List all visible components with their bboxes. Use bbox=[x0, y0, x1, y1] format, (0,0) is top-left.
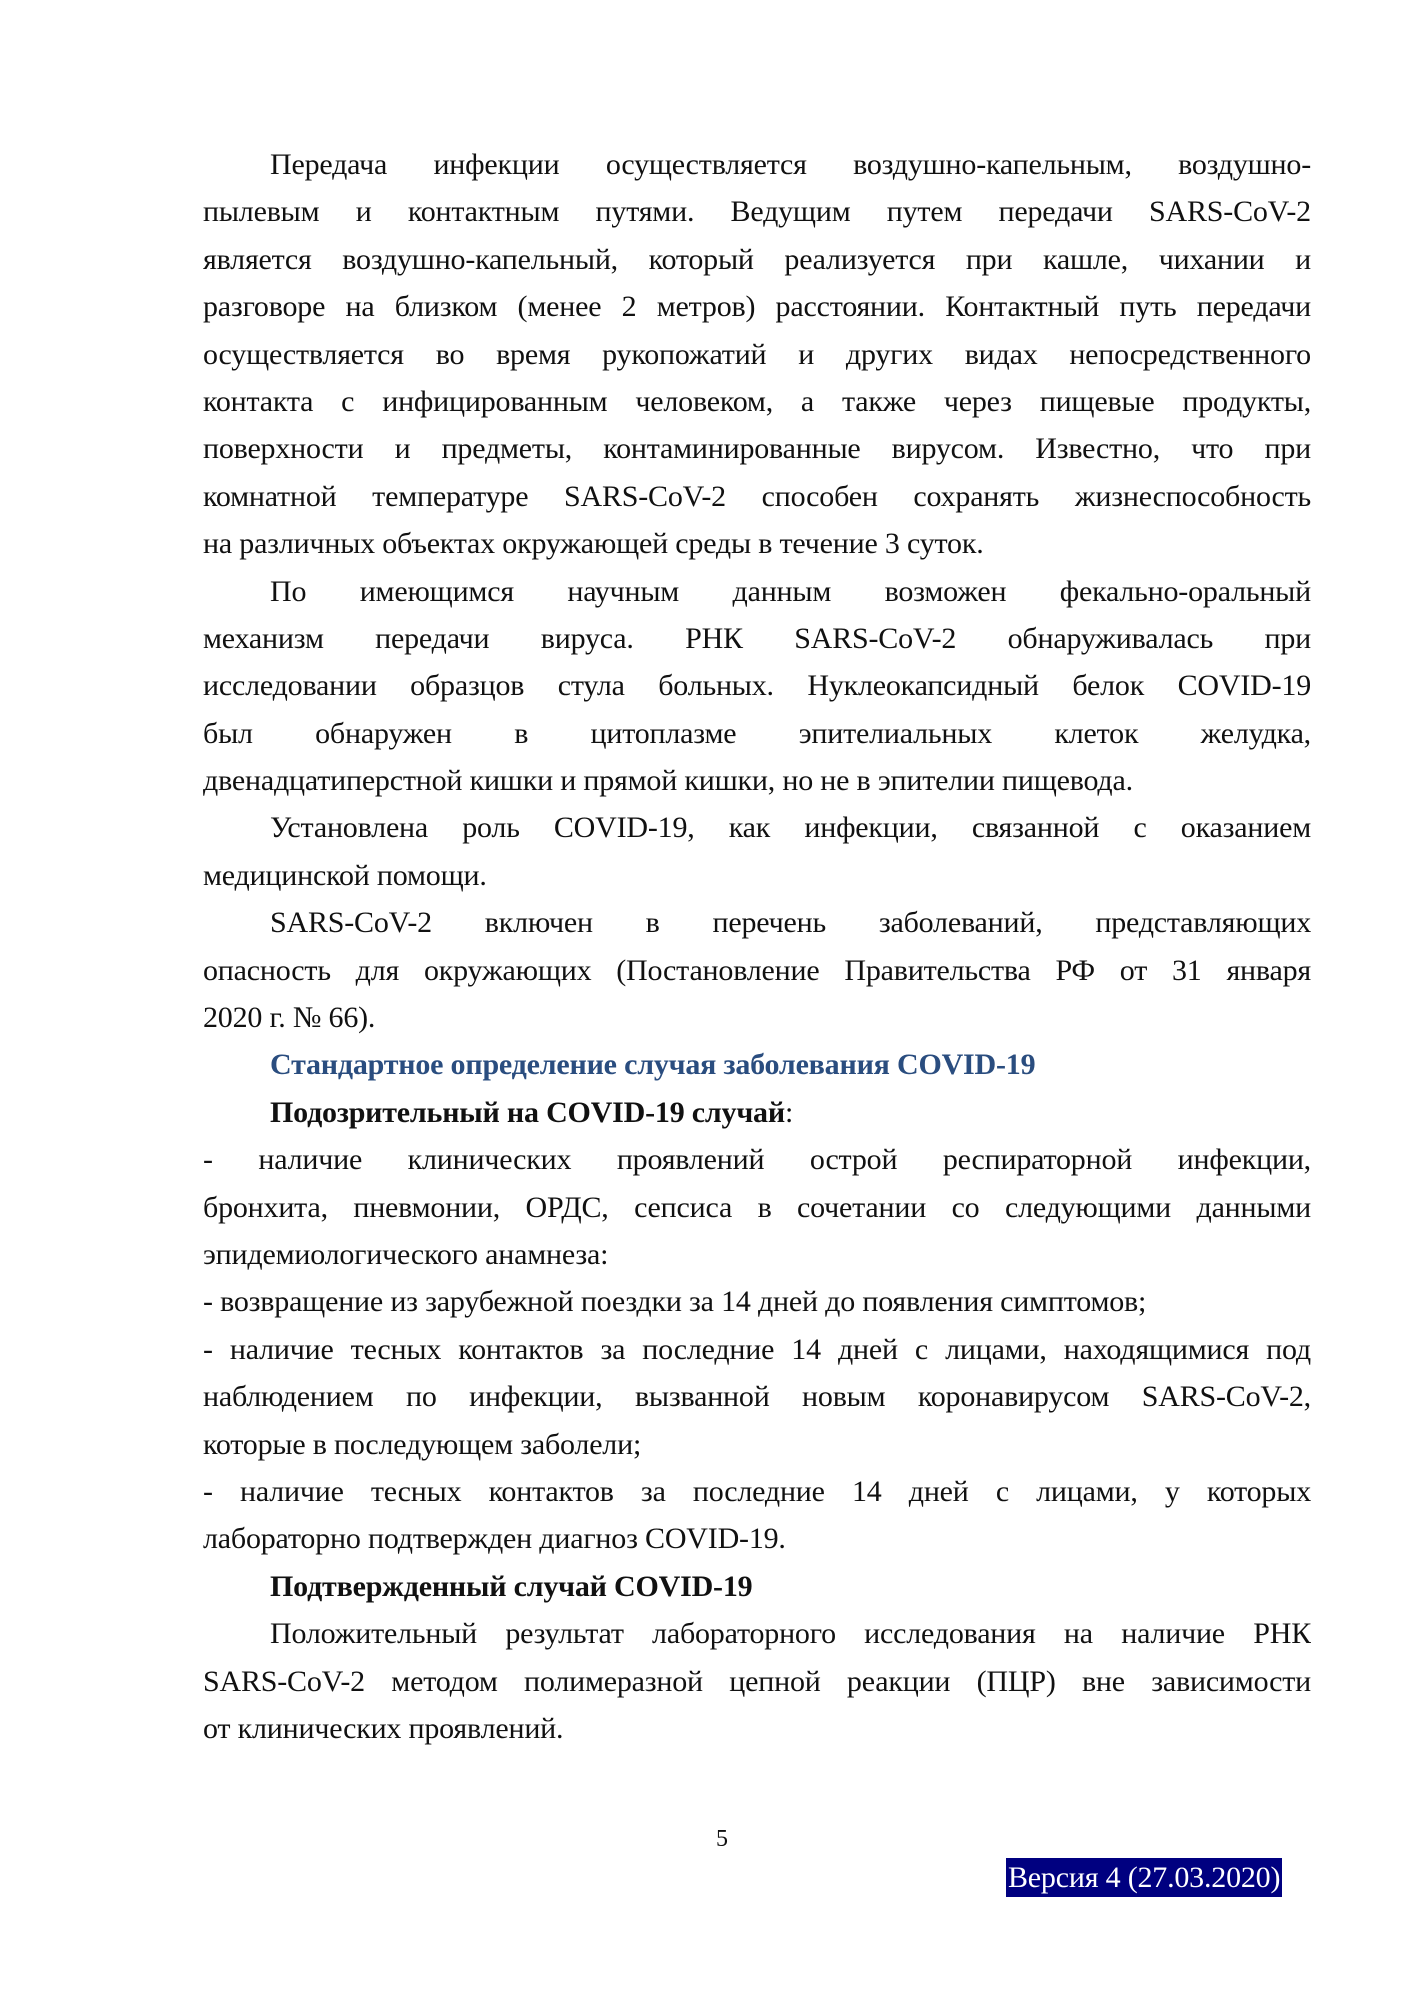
page-number: 5 bbox=[716, 1826, 728, 1852]
suspected-case-heading bbox=[203, 1089, 1311, 1136]
list-item bbox=[203, 1468, 1311, 1563]
text-line: пылевым и контактным путями. Ведущим путем передачи SARS-CoV-2 bbox=[203, 195, 1311, 229]
text-line: Положительный результат лабораторного исследования на наличие РНК bbox=[270, 1617, 1311, 1651]
text-line: механизм передачи вируса. РНК SARS-CoV-2 обнаруживалась при bbox=[203, 621, 1311, 655]
text-line: - наличие клинических проявлений острой респираторной инфекции, bbox=[203, 1143, 1311, 1177]
suspected-criteria-list bbox=[203, 1136, 1311, 1563]
text-line: на различных объектах окружающей среды в течение 3 суток. bbox=[203, 527, 984, 561]
text-line: исследовании образцов стула больных. Нуклеокапсидный белок COVID-19 bbox=[203, 669, 1311, 703]
text-line: контакта с инфицированным человеком, а также через пищевые продукты, bbox=[203, 384, 1311, 418]
list-item bbox=[203, 1278, 1311, 1325]
text-line: - наличие тесных контактов за последние 14 дней с лицами, у которых bbox=[203, 1474, 1311, 1508]
text-line: Передача инфекции осуществляется воздушно-капельным, воздушно- bbox=[270, 148, 1311, 181]
text-line: эпидемиологического анамнеза: bbox=[203, 1237, 609, 1271]
paragraph-transmission bbox=[203, 141, 1311, 568]
paragraph-fecal-oral bbox=[203, 568, 1311, 805]
text-line: наблюдением по инфекции, вызванной новым коронавирусом SARS-CoV-2, bbox=[203, 1380, 1311, 1414]
text-line: По имеющимся научным данным возможен фекально-оральный bbox=[270, 574, 1311, 608]
confirmed-case-heading: Подтвержденный случай COVID-19 bbox=[270, 1569, 753, 1603]
paragraph-healthcare-associated bbox=[203, 804, 1311, 899]
version-badge: Версия 4 (27.03.2020) bbox=[1006, 1858, 1282, 1897]
list-item bbox=[203, 1136, 1311, 1278]
text-line: медицинской помощи. bbox=[203, 858, 487, 892]
text-line: - наличие тесных контактов за последние 14 дней с лицами, находящимися под bbox=[203, 1332, 1311, 1366]
text-line: комнатной температуре SARS-CoV-2 способен сохранять жизнеспособность bbox=[203, 479, 1311, 513]
text-column bbox=[203, 141, 1311, 1752]
text-line: SARS-CoV-2 включен в перечень заболеваний, представляющих bbox=[270, 906, 1311, 940]
text-line: разговоре на близком (менее 2 метров) расстоянии. Контактный путь передачи bbox=[203, 290, 1311, 324]
text-line: поверхности и предметы, контаминированные вирусом. Известно, что при bbox=[203, 432, 1311, 466]
list-item bbox=[203, 1326, 1311, 1468]
section-heading: Стандартное определение случая заболевания COVID-19 bbox=[270, 1048, 1036, 1082]
text-line: двенадцатиперстной кишки и прямой кишки, но не в эпителии пищевода. bbox=[203, 764, 1133, 798]
text-line: является воздушно-капельный, который реализуется при кашле, чихании и bbox=[203, 242, 1311, 276]
paragraph-dangerous-list bbox=[203, 899, 1311, 1041]
suspected-case-heading-colon: : bbox=[784, 1095, 794, 1129]
paragraph-confirmed-case bbox=[203, 1610, 1311, 1752]
text-line: которые в последующем заболели; bbox=[203, 1427, 642, 1461]
text-line: опасность для окружающих (Постановление Правительства РФ от 31 января bbox=[203, 953, 1311, 987]
text-line: лабораторно подтвержден диагноз COVID-19. bbox=[203, 1522, 786, 1556]
text-line: - возвращение из зарубежной поездки за 14 дней до появления симптомов; bbox=[203, 1285, 1147, 1319]
text-line: от клинических проявлений. bbox=[203, 1711, 564, 1745]
suspected-case-heading-text: Подозрительный на COVID-19 случай bbox=[270, 1095, 785, 1129]
text-line: SARS-CoV-2 методом полимеразной цепной реакции (ПЦР) вне зависимости bbox=[203, 1664, 1311, 1698]
text-line: бронхита, пневмонии, ОРДС, сепсиса в сочетании со следующими данными bbox=[203, 1190, 1311, 1224]
text-line: Установлена роль COVID-19, как инфекции, связанной с оказанием bbox=[270, 811, 1311, 845]
text-line: был обнаружен в цитоплазме эпителиальных клеток желудка, bbox=[203, 716, 1311, 750]
text-line: осуществляется во время рукопожатий и других видах непосредственного bbox=[203, 337, 1311, 371]
text-line: 2020 г. № 66). bbox=[203, 1001, 376, 1035]
